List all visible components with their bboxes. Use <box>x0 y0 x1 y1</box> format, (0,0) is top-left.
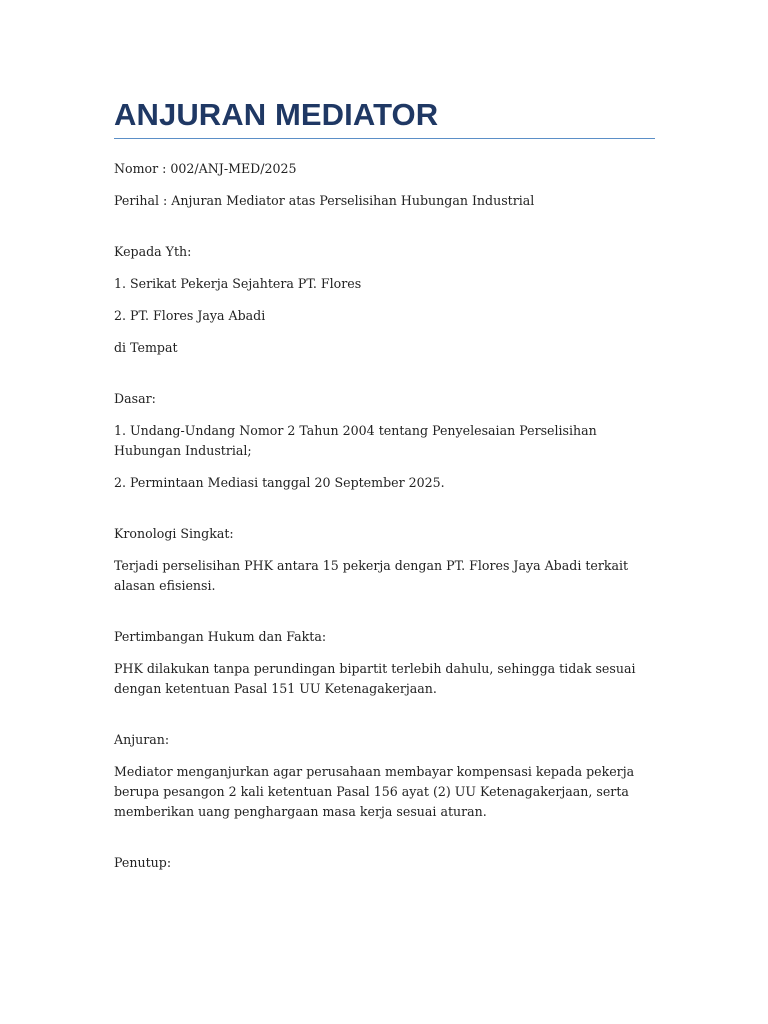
penutup-heading: Penutup: <box>114 855 172 870</box>
spacer <box>114 139 655 159</box>
kepada-heading: Kepada Yth: <box>114 244 192 259</box>
document-title: ANJURAN MEDIATOR <box>114 98 655 139</box>
nomor-line: Nomor : 002/ANJ-MED/2025 <box>114 161 297 176</box>
dasar-item: 2. Permintaan Mediasi tanggal 20 September 2025. <box>114 475 445 490</box>
document-content <box>114 98 655 873</box>
anjuran-heading: Anjuran: <box>114 732 170 747</box>
dasar-item: 1. Undang-Undang Nomor 2 Tahun 2004 tentang Penyelesaian Perselisihan Hubungan Industrial; <box>114 423 597 458</box>
kronologi-heading: Kronologi Singkat: <box>114 526 234 541</box>
kronologi-text: Terjadi perselisihan PHK antara 15 pekerja dengan PT. Flores Jaya Abadi terkait alasan efisiensi. <box>114 558 629 593</box>
recipient-item: 1. Serikat Pekerja Sejahtera PT. Flores <box>114 276 362 291</box>
dasar-heading: Dasar: <box>114 391 156 406</box>
pertimbangan-heading: Pertimbangan Hukum dan Fakta: <box>114 629 327 644</box>
recipient-item: 2. PT. Flores Jaya Abadi <box>114 308 266 323</box>
recipient-location: di Tempat <box>114 340 178 355</box>
anjuran-text: Mediator menganjurkan agar perusahaan membayar kompensasi kepada pekerja berupa pesangon 2 kali ketentuan Pasal 156 ayat (2) UU Ketenagakerjaan, serta memberikan uang penghargaan masa kerja sesuai aturan. <box>114 764 635 819</box>
pertimbangan-text: PHK dilakukan tanpa perundingan bipartit terlebih dahulu, sehingga tidak sesuai dengan ketentuan Pasal 151 UU Ketenagakerjaan. <box>114 661 636 696</box>
perihal-line: Perihal : Anjuran Mediator atas Perselisihan Hubungan Industrial <box>114 193 535 208</box>
document-body <box>114 159 655 873</box>
